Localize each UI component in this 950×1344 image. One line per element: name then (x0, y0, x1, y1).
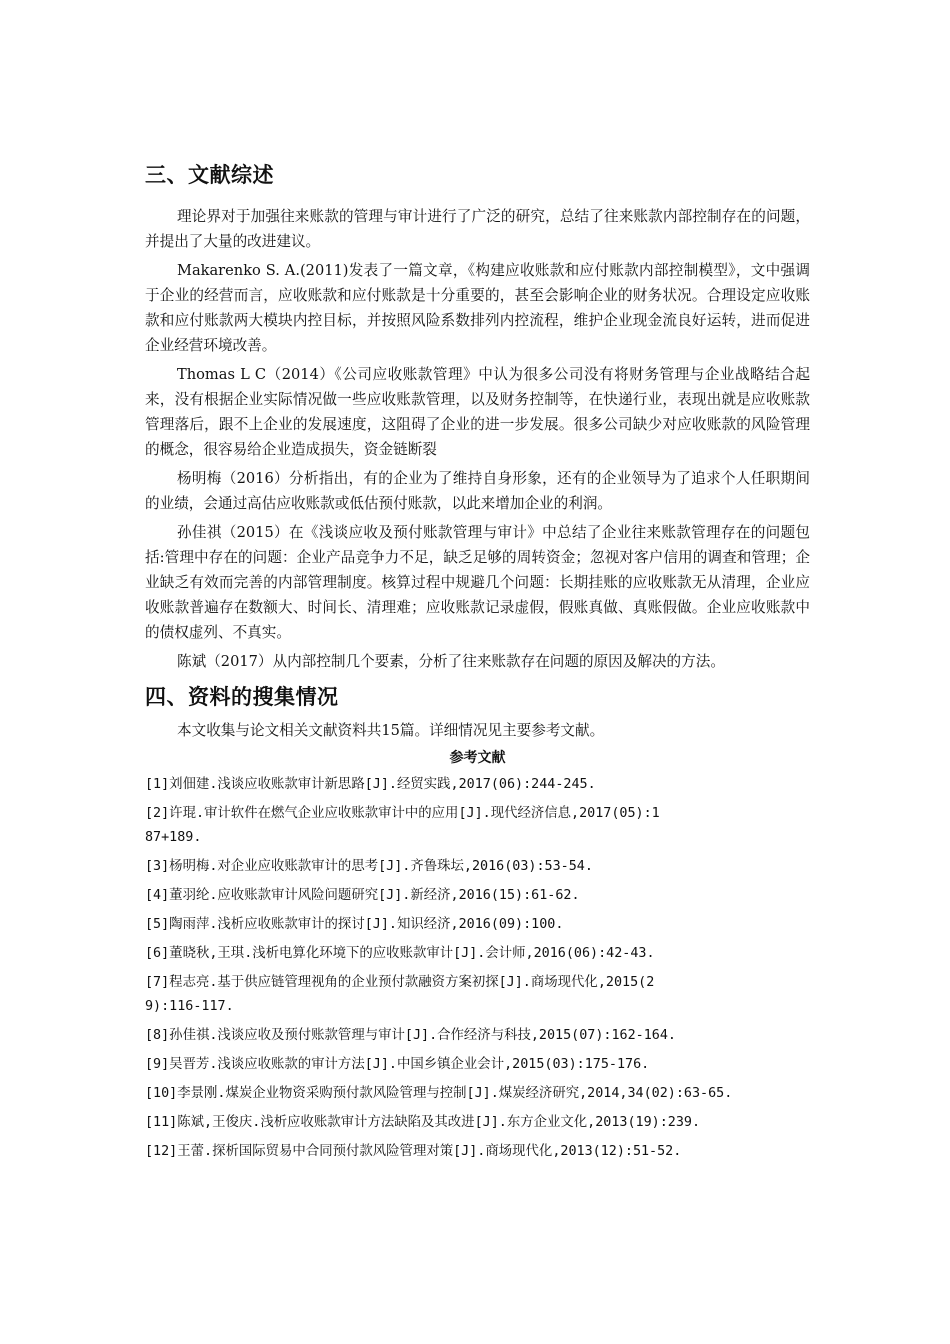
reference-item: [5]陶雨萍.浅析应收账款审计的探讨[J].知识经济,2016(09):100. (145, 917, 564, 932)
reference-item: [1]刘佃建.浅谈应收账款审计新思路[J].经贸实践,2017(06):244-245. (145, 777, 596, 792)
reference-item: [8]孙佳祺.浅谈应收及预付账款管理与审计[J].合作经济与科技,2015(07):162-164. (145, 1028, 676, 1043)
reference-item: [4]董羽纶.应收账款审计风险问题研究[J].新经济,2016(15):61-62. (145, 888, 580, 903)
literature-paragraph: 杨明梅（2016）分析指出，有的企业为了维持自身形象，还有的企业领导为了追求个人任职期间的业绩，会通过高估应收账款或低估预付账款，以此来增加企业的利润。 (145, 470, 810, 512)
reference-item: [10]李景刚.煤炭企业物资采购预付款风险管理与控制[J].煤炭经济研究,2014,34(02):63-65. (145, 1086, 733, 1101)
reference-item: [12]王蕾.探析国际贸易中合同预付款风险管理对策[J].商场现代化,2013(12):51-52. (145, 1144, 682, 1159)
literature-paragraph: 陈斌（2017）从内部控制几个要素，分析了往来账款存在问题的原因及解决的方法。 (177, 653, 725, 670)
reference-item: [7]程志亮.基于供应链管理视角的企业预付款融资方案初探[J].商场现代化,2015(29):116-117. (145, 975, 655, 1014)
literature-paragraph: 孙佳祺（2015）在《浅谈应收及预付账款管理与审计》中总结了企业往来账款管理存在的问题包括:管理中存在的问题：企业产品竞争力不足，缺乏足够的周转资金；忽视对客户信用的调查和管理；企业缺乏有效而完善的内部管理制度。核算过程中规避几个问题：长期挂账的应收账款无从清理，企业应收账款普遍存在数额大、时间长、清理难；应收账款记录虚假，假账真做、真账假做。企业应收账款中的债权虚列、不真实。 (145, 524, 810, 641)
reference-list (145, 773, 810, 1164)
references-title: 参考文献 (449, 750, 506, 766)
section-4-heading: 四、资料的搜集情况 (145, 685, 339, 709)
document-page (145, 160, 810, 1169)
literature-paragraph: Thomas L C（2014）《公司应收账款管理》中认为很多公司没有将财务管理与企业战略结合起来，没有根据企业实际情况做一些应收账款管理，以及财务控制等，在快递行业，表现出就是应收账款管理落后，跟不上企业的发展速度，这阻碍了企业的进一步发展。很多公司缺少对应收账款的风险管理的概念，很容易给企业造成损失，资金链断裂 (145, 366, 810, 458)
literature-paragraph: 理论界对于加强往来账款的管理与审计进行了广泛的研究，总结了往来账款内部控制存在的问题，并提出了大量的改进建议。 (145, 208, 810, 250)
reference-item: [2]许琨.审计软件在燃气企业应收账款审计中的应用[J].现代经济信息,2017(05):187+189. (145, 806, 660, 845)
reference-item: [3]杨明梅.对企业应收账款审计的思考[J].齐鲁珠坛,2016(03):53-54. (145, 859, 593, 874)
literature-paragraph: Makarenko S. A.(2011)发表了一篇文章，《构建应收账款和应付账款内部控制模型》，文中强调于企业的经营而言，应收账款和应付账款是十分重要的，甚至会影响企业的财务状况。合理设定应收账款和应付账款两大模块内控目标，并按照风险系数排列内控流程，维护企业现金流良好运转，进而促进企业经营环境改善。 (145, 262, 810, 354)
reference-item: [9]吴晋芳.浅谈应收账款的审计方法[J].中国乡镇企业会计,2015(03):175-176. (145, 1057, 650, 1072)
reference-item: [6]董晓秋,王琪.浅析电算化环境下的应收账款审计[J].会计师,2016(06):42-43. (145, 946, 655, 961)
reference-item: [11]陈斌,王俊庆.浅析应收账款审计方法缺陷及其改进[J].东方企业文化,2013(19):239. (145, 1115, 701, 1130)
section-3-heading: 三、文献综述 (145, 163, 274, 187)
materials-intro: 本文收集与论文相关文献资料共15篇。详细情况见主要参考文献。 (177, 722, 605, 739)
